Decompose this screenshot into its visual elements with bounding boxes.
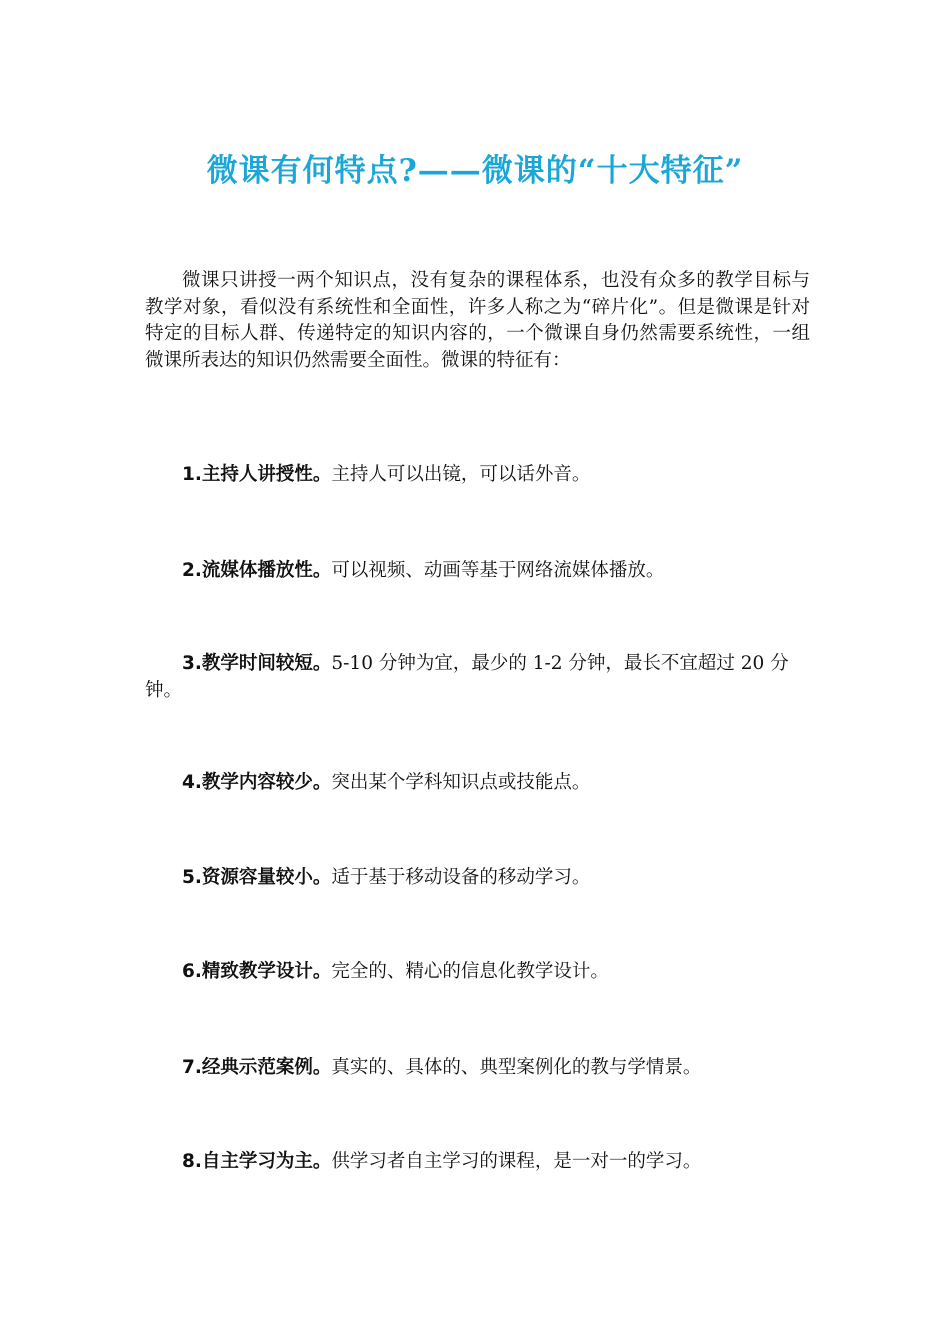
feature-text: 主持人可以出镜，可以话外音。 [331,464,591,485]
feature-heading: 4.教学内容较少。 [182,772,332,793]
feature-text: 完全的、精心的信息化教学设计。 [331,961,609,982]
feature-heading: 3.教学时间较短。 [182,653,332,674]
feature-heading: 1.主持人讲授性。 [182,464,332,485]
feature-heading: 6.精致教学设计。 [182,961,332,982]
feature-heading: 5.资源容量较小。 [182,867,332,888]
feature-text: 5-10 分钟为宜，最少的 1-2 分钟，最长不宜超过 20 分钟。 [145,653,789,701]
intro-paragraph: 微课只讲授一两个知识点，没有复杂的课程体系，也没有众多的教学目标与教学对象，看似没有系统性和全面性，许多人称之为“碎片化”。但是微课是针对特定的目标人群、传递特定的知识内容的，一个微课自身仍然需要系统性，一组微课所表达的知识仍然需要全面性。微课的特征有： [145,270,810,371]
feature-heading: 2.流媒体播放性。 [182,560,332,581]
feature-item [145,959,810,986]
feature-item [145,865,810,892]
feature-item [145,558,810,585]
feature-heading: 8.自主学习为主。 [182,1151,332,1172]
feature-text: 适于基于移动设备的移动学习。 [331,867,591,888]
feature-heading: 7.经典示范案例。 [182,1057,332,1078]
page-title: 微课有何特点?——微课的“十大特征” [206,152,744,189]
feature-item [145,462,810,489]
feature-text: 供学习者自主学习的课程，是一对一的学习。 [331,1151,702,1172]
feature-item [145,651,810,704]
feature-item [145,770,810,797]
feature-text: 可以视频、动画等基于网络流媒体播放。 [331,560,665,581]
feature-text: 真实的、具体的、典型案例化的教与学情景。 [331,1057,702,1078]
feature-item [145,1149,810,1176]
feature-item [145,1055,810,1082]
feature-text: 突出某个学科知识点或技能点。 [331,772,591,793]
